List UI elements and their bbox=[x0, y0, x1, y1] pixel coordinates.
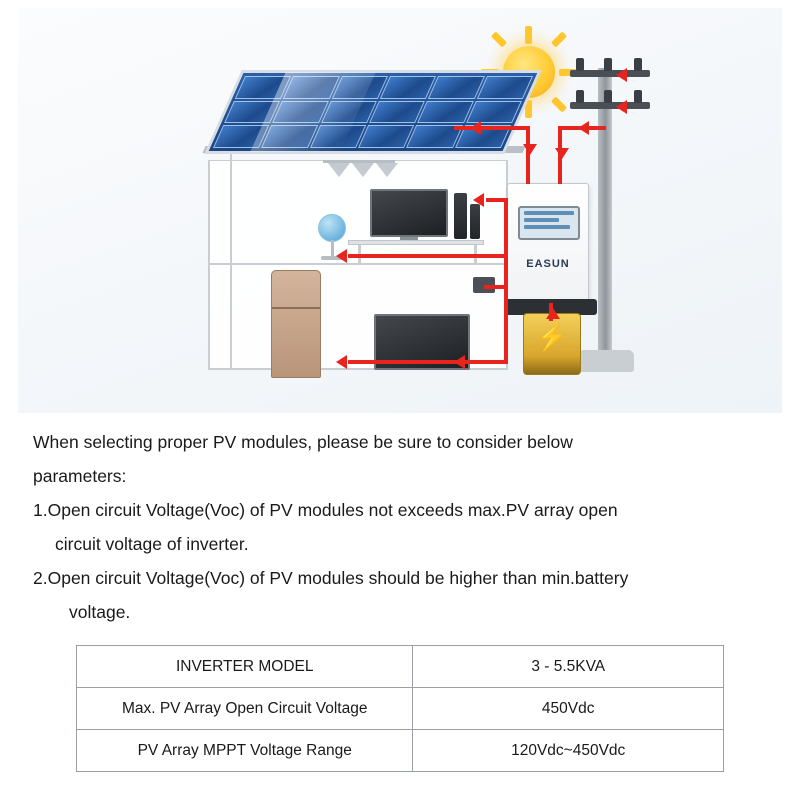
wire-house-riser bbox=[504, 198, 508, 258]
display-line bbox=[524, 211, 574, 215]
body-copy bbox=[33, 425, 773, 629]
panel-cell bbox=[417, 101, 473, 124]
sun-ray bbox=[551, 96, 567, 112]
utility-pole bbox=[598, 68, 612, 368]
flow-arrow-left bbox=[578, 121, 589, 135]
flow-arrow-left bbox=[470, 121, 481, 135]
point-2: 2.Open circuit Voltage(Voc) of PV modules should be higher than min.battery bbox=[33, 568, 629, 588]
intro-line-1: When selecting proper PV modules, please be sure to consider below bbox=[33, 432, 573, 452]
spec-label: INVERTER MODEL bbox=[77, 646, 413, 688]
panel-cell bbox=[235, 76, 291, 99]
lightning-bolt-icon: ⚡ bbox=[535, 322, 569, 352]
point-1-continued: circuit voltage of inverter. bbox=[55, 534, 249, 554]
flow-arrow-left bbox=[336, 249, 347, 263]
flow-arrow-down bbox=[523, 144, 537, 155]
panel-cell bbox=[310, 125, 366, 148]
panel-cell bbox=[477, 76, 533, 99]
inverter-brand-label: EASUN bbox=[526, 258, 570, 270]
refrigerator bbox=[271, 270, 321, 378]
pole-insulator bbox=[634, 58, 642, 71]
ceiling-light-shade bbox=[352, 163, 374, 177]
pole-insulator bbox=[604, 58, 612, 71]
pole-insulator bbox=[604, 90, 612, 103]
intro-line-2: parameters: bbox=[33, 466, 127, 486]
fan-icon bbox=[318, 214, 346, 242]
table-row bbox=[77, 688, 724, 730]
table-row bbox=[77, 730, 724, 772]
wire-downstairs-run bbox=[348, 360, 506, 364]
panel-cell bbox=[261, 125, 317, 148]
solar-panel-array bbox=[204, 70, 541, 154]
sun-ray bbox=[525, 26, 532, 44]
inverter-unit bbox=[507, 183, 589, 303]
battery-bank bbox=[523, 313, 581, 375]
table-row bbox=[77, 646, 724, 688]
panel-cell bbox=[272, 101, 328, 124]
inverter-display bbox=[518, 206, 580, 240]
wire-to-outlet bbox=[484, 285, 506, 289]
pole-insulator bbox=[576, 90, 584, 103]
ceiling-light-shade bbox=[376, 163, 398, 177]
house-wall-edge bbox=[208, 160, 210, 370]
monitor-upstairs bbox=[370, 189, 448, 237]
utility-pole-base bbox=[578, 350, 634, 372]
flow-arrow-left bbox=[336, 355, 347, 369]
panel-cell bbox=[369, 101, 425, 124]
point-1: 1.Open circuit Voltage(Voc) of PV modules not exceeds max.PV array open bbox=[33, 500, 618, 520]
spec-value: 120Vdc~450Vdc bbox=[413, 730, 724, 772]
spec-label: PV Array MPPT Voltage Range bbox=[77, 730, 413, 772]
pole-insulator bbox=[576, 58, 584, 71]
flow-arrow-left bbox=[616, 100, 627, 114]
spec-value: 450Vdc bbox=[413, 688, 724, 730]
inverter-spec-table bbox=[76, 645, 724, 772]
pole-insulator bbox=[634, 90, 642, 103]
panel-cell bbox=[380, 76, 436, 99]
speaker-left bbox=[454, 193, 467, 239]
ceiling-light-shade bbox=[328, 163, 350, 177]
wire-panel-run bbox=[454, 126, 530, 130]
pole-cross-arm bbox=[570, 102, 650, 109]
panel-cell bbox=[428, 76, 484, 99]
panel-cell bbox=[321, 101, 377, 124]
spec-label: Max. PV Array Open Circuit Voltage bbox=[77, 688, 413, 730]
house-inner-wall bbox=[230, 148, 232, 370]
wire-upper-interior bbox=[348, 254, 506, 258]
panel-cell bbox=[283, 76, 339, 99]
desk bbox=[348, 240, 484, 245]
wire-panel-to-inverter bbox=[526, 128, 530, 184]
point-2-continued: voltage. bbox=[69, 602, 131, 622]
panel-cell bbox=[332, 76, 388, 99]
panel-cell bbox=[466, 101, 522, 124]
pole-cross-arm bbox=[570, 70, 650, 77]
refrigerator-door-split bbox=[272, 307, 320, 309]
display-line bbox=[524, 225, 570, 229]
flow-arrow-down bbox=[555, 148, 569, 159]
flow-arrow-left bbox=[616, 68, 627, 82]
wire-downstairs-riser bbox=[504, 258, 508, 364]
speaker-right bbox=[470, 204, 480, 239]
panel-cell bbox=[224, 101, 280, 124]
sun-ray bbox=[491, 31, 507, 47]
flow-arrow-left bbox=[473, 193, 484, 207]
solar-system-diagram bbox=[18, 8, 782, 413]
panel-cell bbox=[358, 125, 414, 148]
spec-value: 3 - 5.5KVA bbox=[413, 646, 724, 688]
flow-arrow-left bbox=[454, 355, 465, 369]
panel-cell bbox=[213, 125, 269, 148]
display-line bbox=[524, 218, 559, 222]
sun-ray bbox=[551, 31, 567, 47]
flow-arrow-up bbox=[546, 308, 560, 319]
